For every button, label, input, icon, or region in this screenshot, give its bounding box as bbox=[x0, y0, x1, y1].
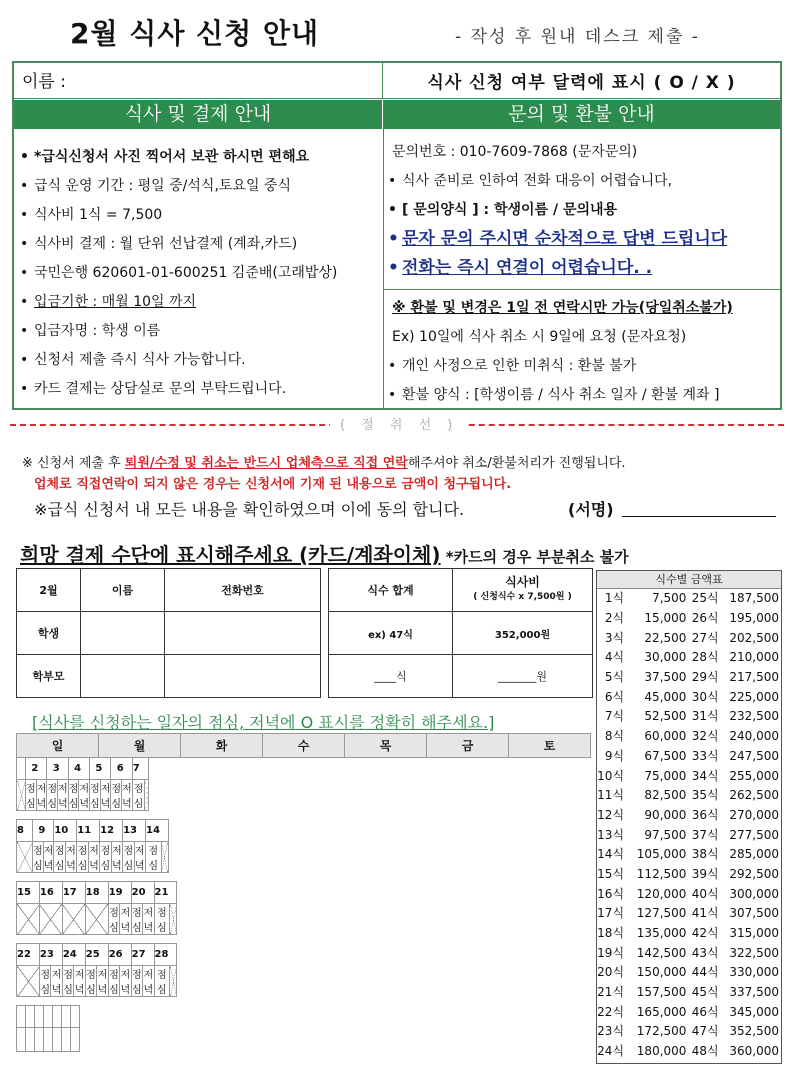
price-row bbox=[597, 806, 781, 826]
unavailable-cell bbox=[39, 904, 62, 935]
weekday-header: 금 bbox=[427, 734, 509, 758]
calendar-week bbox=[16, 881, 177, 935]
meal-cost-header bbox=[453, 569, 593, 612]
dinner-checkbox[interactable]: 저녁 bbox=[65, 842, 76, 873]
meal-count-field[interactable]: ____식 bbox=[329, 655, 453, 698]
unavailable-cell bbox=[170, 904, 177, 935]
unavailable-cell bbox=[85, 904, 108, 935]
meal-count: 35식 bbox=[691, 788, 719, 803]
calendar-date bbox=[71, 1006, 80, 1028]
lunch-checkbox[interactable]: 점심 bbox=[111, 780, 122, 811]
calendar-header bbox=[16, 733, 591, 758]
price-row bbox=[597, 924, 781, 944]
info-box bbox=[12, 61, 782, 410]
notice-line1 bbox=[22, 452, 626, 471]
unavailable-cell bbox=[17, 842, 33, 873]
list-item: • 입금기한 : 매월 10일 까지 bbox=[14, 288, 379, 317]
meal-count: 41식 bbox=[691, 906, 719, 921]
dinner-checkbox[interactable]: 저녁 bbox=[143, 966, 154, 997]
meal-count: 33식 bbox=[691, 748, 719, 763]
calendar-date: 6 bbox=[111, 758, 132, 780]
price-amount: 157,500 bbox=[636, 985, 687, 1000]
price-row bbox=[597, 983, 781, 1003]
row-label: 학부모 bbox=[17, 655, 81, 698]
calendar-week bbox=[16, 757, 149, 811]
meal-count: 20식 bbox=[597, 965, 625, 980]
meal-count: 36식 bbox=[691, 807, 719, 822]
meal-count: 22식 bbox=[597, 1004, 625, 1019]
lunch-checkbox[interactable]: 점심 bbox=[100, 842, 111, 873]
payment-title: 희망 결제 수단에 표시해주세요 (카드/계좌이체) bbox=[20, 543, 441, 567]
student-name-field[interactable] bbox=[81, 612, 165, 655]
calendar-date: 7 bbox=[132, 758, 148, 780]
calendar-date bbox=[26, 1006, 35, 1028]
calendar-date: 28 bbox=[154, 944, 177, 966]
list-item: • 식사비 결제 : 월 단위 선납결제 (계좌,카드) bbox=[14, 230, 379, 259]
lunch-checkbox[interactable]: 점심 bbox=[62, 966, 73, 997]
meal-amount-field[interactable]: _______원 bbox=[453, 655, 593, 698]
unavailable-cell bbox=[17, 780, 26, 811]
price-amount: 15,000 bbox=[644, 611, 687, 626]
meal-count: 5식 bbox=[604, 670, 625, 685]
price-row bbox=[597, 668, 781, 688]
payment-note: *카드의 경우 부분취소 불가 bbox=[440, 548, 629, 566]
price-amount: 300,000 bbox=[729, 886, 779, 901]
meal-count: 21식 bbox=[597, 985, 625, 1000]
meal-count: 31식 bbox=[691, 709, 719, 724]
calendar-date: 17 bbox=[62, 882, 85, 904]
lunch-checkbox[interactable]: 점심 bbox=[39, 966, 50, 997]
meal-count: 39식 bbox=[691, 866, 719, 881]
price-row bbox=[597, 904, 781, 924]
table-header: 2월 bbox=[17, 569, 81, 612]
lunch-checkbox[interactable]: 점심 bbox=[108, 966, 119, 997]
price-amount: 97,500 bbox=[644, 827, 687, 842]
dinner-checkbox[interactable]: 저녁 bbox=[97, 966, 108, 997]
empty-cell bbox=[44, 1028, 53, 1052]
meal-count: 24식 bbox=[597, 1044, 625, 1059]
list-item: • 식사 준비로 인하여 전화 대응이 어렵습니다, bbox=[382, 167, 727, 196]
unavailable-cell bbox=[17, 966, 40, 997]
meal-count: 23식 bbox=[597, 1024, 625, 1039]
meal-count: 15식 bbox=[597, 866, 625, 881]
payment-info-list bbox=[14, 143, 379, 404]
example-count: ex) 47식 bbox=[329, 612, 453, 655]
lunch-checkbox[interactable]: 점심 bbox=[146, 842, 162, 873]
meal-count: 17식 bbox=[597, 906, 625, 921]
weekday-header: 화 bbox=[181, 734, 263, 758]
calendar-date: 22 bbox=[17, 944, 40, 966]
calendar-date: 3 bbox=[47, 758, 68, 780]
price-amount: 187,500 bbox=[729, 591, 779, 606]
list-item: • *급식신청서 사진 찍어서 보관 하시면 편해요 bbox=[14, 143, 379, 172]
price-amount: 195,000 bbox=[729, 611, 779, 626]
payment-heading bbox=[20, 539, 629, 568]
price-amount: 255,000 bbox=[729, 768, 779, 783]
meal-total-table bbox=[328, 568, 593, 698]
price-amount: 112,500 bbox=[636, 866, 687, 881]
list-item: • 국민은행 620601-01-600251 김준배(고래밥상) bbox=[14, 259, 379, 288]
price-amount: 285,000 bbox=[729, 847, 779, 862]
dinner-checkbox[interactable]: 저녁 bbox=[100, 780, 111, 811]
lunch-checkbox[interactable]: 점심 bbox=[47, 780, 58, 811]
calendar-date: 16 bbox=[39, 882, 62, 904]
price-amount: 150,000 bbox=[636, 965, 687, 980]
notice-text: ※ 신청서 제출 후 bbox=[22, 456, 125, 471]
meal-count: 9식 bbox=[604, 748, 625, 763]
meal-count: 7식 bbox=[604, 709, 625, 724]
price-amount: 30,000 bbox=[644, 650, 687, 665]
price-rows bbox=[597, 589, 781, 1062]
meal-count: 14식 bbox=[597, 847, 625, 862]
dinner-checkbox[interactable]: 저녁 bbox=[58, 780, 69, 811]
list-item: • 문자 문의 주시면 순차적으로 답변 드립니다 bbox=[382, 225, 727, 254]
calendar-week bbox=[16, 819, 169, 873]
price-row bbox=[597, 707, 781, 727]
meal-count: 26식 bbox=[691, 611, 719, 626]
dinner-checkbox[interactable]: 저녁 bbox=[79, 780, 90, 811]
meal-count: 11식 bbox=[597, 788, 625, 803]
meal-count: 37식 bbox=[691, 827, 719, 842]
price-amount: 210,000 bbox=[729, 650, 779, 665]
price-table bbox=[596, 570, 782, 1064]
price-row bbox=[597, 963, 781, 983]
meal-count: 8식 bbox=[604, 729, 625, 744]
table-header: 전화번호 bbox=[165, 569, 321, 612]
price-amount: 315,000 bbox=[729, 926, 779, 941]
agreement-text: ※급식 신청서 내 모든 내용을 확인하였으며 이에 동의 합니다. bbox=[34, 500, 465, 519]
calendar-date: 18 bbox=[85, 882, 108, 904]
calendar-date: 23 bbox=[39, 944, 62, 966]
price-row bbox=[597, 648, 781, 668]
example-amount: 352,000원 bbox=[453, 612, 593, 655]
price-amount: 90,000 bbox=[644, 807, 687, 822]
meal-count: 18식 bbox=[597, 926, 625, 941]
list-item: • 신청서 제출 즉시 식사 가능합니다. bbox=[14, 346, 379, 375]
lunch-checkbox[interactable]: 점심 bbox=[54, 842, 65, 873]
unavailable-cell bbox=[161, 842, 168, 873]
signature-field[interactable] bbox=[622, 516, 776, 517]
price-amount: 337,500 bbox=[729, 985, 779, 1000]
right-panel-content bbox=[392, 138, 727, 283]
price-row bbox=[597, 589, 781, 609]
price-table-title: 식수별 금액표 bbox=[597, 571, 781, 589]
row-label: 학생 bbox=[17, 612, 81, 655]
calendar-date: 24 bbox=[62, 944, 85, 966]
parent-phone-field[interactable] bbox=[165, 655, 321, 698]
empty-cell bbox=[26, 1028, 35, 1052]
unavailable-cell bbox=[62, 904, 85, 935]
price-amount: 60,000 bbox=[644, 729, 687, 744]
meal-count: 12식 bbox=[597, 807, 625, 822]
meal-count: 34식 bbox=[691, 768, 719, 783]
page-title: 2월 식사 신청 안내 bbox=[70, 17, 320, 50]
calendar-date bbox=[53, 1006, 62, 1028]
list-item: • 환불 양식 : [학생이름 / 식사 취소 일자 / 환불 계좌 ] bbox=[382, 381, 733, 410]
dinner-checkbox[interactable]: 저녁 bbox=[120, 966, 131, 997]
lunch-checkbox[interactable]: 점심 bbox=[154, 904, 170, 935]
price-amount: 135,000 bbox=[636, 926, 687, 941]
refund-section bbox=[392, 294, 733, 410]
price-amount: 105,000 bbox=[636, 847, 687, 862]
meal-count: 25식 bbox=[691, 591, 719, 606]
meal-count: 48식 bbox=[691, 1044, 719, 1059]
calendar-date bbox=[17, 758, 26, 780]
meal-count: 16식 bbox=[597, 886, 625, 901]
calendar-date: 5 bbox=[90, 758, 111, 780]
price-amount: 75,000 bbox=[644, 768, 687, 783]
list-item: • 개인 사정으로 인한 미취식 : 환불 불가 bbox=[382, 352, 733, 381]
empty-cell bbox=[71, 1028, 80, 1052]
notice-emphasis: 퇴원/수정 및 취소는 반드시 업체측으로 직접 연락 bbox=[124, 456, 408, 471]
calendar-week bbox=[16, 1005, 80, 1052]
meal-count: 44식 bbox=[691, 965, 719, 980]
price-row bbox=[597, 1022, 781, 1042]
calendar-date bbox=[62, 1006, 71, 1028]
calendar-instruction: [식사를 신청하는 일자의 점심, 저녁에 O 표시를 정확히 해주세요.] bbox=[32, 713, 495, 732]
meal-count: 43식 bbox=[691, 945, 719, 960]
right-panel-heading: 문의 및 환불 안내 bbox=[383, 100, 780, 129]
calendar-date: 2 bbox=[26, 758, 47, 780]
meal-count: 13식 bbox=[597, 827, 625, 842]
list-item: • 식사비 1식 = 7,500 bbox=[14, 201, 379, 230]
empty-cell bbox=[62, 1028, 71, 1052]
price-amount: 262,500 bbox=[729, 788, 779, 803]
meal-count: 45식 bbox=[691, 985, 719, 1000]
table-header: 이름 bbox=[81, 569, 165, 612]
meal-count: 42식 bbox=[691, 926, 719, 941]
lunch-checkbox[interactable]: 점심 bbox=[32, 842, 43, 873]
dinner-checkbox[interactable]: 저녁 bbox=[120, 904, 131, 935]
meal-count: 38식 bbox=[691, 847, 719, 862]
refund-note: ※ 환불 및 변경은 1일 전 연락시만 가능(당일취소불가) bbox=[392, 300, 733, 316]
dinner-checkbox[interactable]: 저녁 bbox=[143, 904, 154, 935]
lunch-checkbox[interactable]: 점심 bbox=[26, 780, 37, 811]
meal-count: 46식 bbox=[691, 1004, 719, 1019]
price-row bbox=[597, 884, 781, 904]
price-amount: 330,000 bbox=[729, 965, 779, 980]
notice-line2: 업체로 직접연락이 되지 않은 경우는 신청서에 기재 된 내용으로 금액이 청구됩니다. bbox=[34, 477, 512, 492]
price-amount: 22,500 bbox=[644, 630, 687, 645]
price-amount: 67,500 bbox=[644, 748, 687, 763]
price-amount: 352,500 bbox=[729, 1024, 779, 1039]
meal-count: 32식 bbox=[691, 729, 719, 744]
dinner-checkbox[interactable]: 저녁 bbox=[43, 842, 54, 873]
lunch-checkbox[interactable]: 점심 bbox=[77, 842, 88, 873]
price-amount: 82,500 bbox=[644, 788, 687, 803]
empty-cell bbox=[17, 1028, 26, 1052]
person-table bbox=[16, 568, 321, 698]
meal-count: 2식 bbox=[604, 611, 625, 626]
list-item: • 입금자명 : 학생 이름 bbox=[14, 317, 379, 346]
price-amount: 217,500 bbox=[729, 670, 779, 685]
lunch-checkbox[interactable]: 점심 bbox=[132, 780, 145, 811]
lunch-checkbox[interactable]: 점심 bbox=[131, 966, 142, 997]
price-amount: 165,000 bbox=[636, 1004, 687, 1019]
lunch-checkbox[interactable]: 점심 bbox=[154, 966, 170, 997]
price-amount: 142,500 bbox=[636, 945, 687, 960]
list-item: • 전화는 즉시 연결이 어렵습니다. . bbox=[382, 254, 727, 283]
refund-example: Ex) 10일에 식사 취소 시 9일에 요청 (문자요청) bbox=[392, 329, 687, 345]
calendar-date: 27 bbox=[131, 944, 154, 966]
calendar-date: 4 bbox=[68, 758, 89, 780]
name-label[interactable]: 이름 : bbox=[14, 63, 383, 99]
calendar-date: 15 bbox=[17, 882, 40, 904]
price-amount: 307,500 bbox=[729, 906, 779, 921]
meal-count: 28식 bbox=[691, 650, 719, 665]
price-amount: 45,000 bbox=[644, 689, 687, 704]
student-phone-field[interactable] bbox=[165, 612, 321, 655]
price-amount: 180,000 bbox=[636, 1044, 687, 1059]
weekday-header: 토 bbox=[509, 734, 591, 758]
price-row bbox=[597, 609, 781, 629]
unavailable-cell bbox=[170, 966, 177, 997]
list-item: • 카드 결제는 상담실로 문의 부탁드립니다. bbox=[14, 375, 379, 404]
dinner-checkbox[interactable]: 저녁 bbox=[51, 966, 62, 997]
unavailable-cell bbox=[145, 780, 148, 811]
price-row bbox=[597, 845, 781, 865]
weekday-header: 수 bbox=[263, 734, 345, 758]
meal-count: 29식 bbox=[691, 670, 719, 685]
price-amount: 7,500 bbox=[652, 591, 687, 606]
meal-cost-title: 식사비 bbox=[505, 575, 540, 589]
price-row bbox=[597, 786, 781, 806]
weekday-header: 일 bbox=[17, 734, 99, 758]
price-amount: 127,500 bbox=[636, 906, 687, 921]
price-amount: 52,500 bbox=[644, 709, 687, 724]
meal-count: 3식 bbox=[604, 630, 625, 645]
price-amount: 232,500 bbox=[729, 709, 779, 724]
price-row bbox=[597, 628, 781, 648]
price-amount: 322,500 bbox=[729, 945, 779, 960]
lunch-checkbox[interactable]: 점심 bbox=[85, 966, 96, 997]
calendar-date: 10 bbox=[54, 820, 77, 842]
meal-count: 1식 bbox=[604, 591, 625, 606]
mark-instruction: 식사 신청 여부 달력에 표시 ( O / X ) bbox=[383, 63, 780, 99]
price-amount: 277,500 bbox=[729, 827, 779, 842]
meal-count: 10식 bbox=[597, 768, 625, 783]
meal-count-header: 식수 합계 bbox=[329, 569, 453, 612]
lunch-checkbox[interactable]: 점심 bbox=[131, 904, 142, 935]
dinner-checkbox[interactable]: 저녁 bbox=[88, 842, 99, 873]
meal-count: 40식 bbox=[691, 886, 719, 901]
calendar-date bbox=[17, 1006, 26, 1028]
page-subtitle: - 작성 후 원내 데스크 제출 - bbox=[455, 27, 700, 47]
price-amount: 37,500 bbox=[644, 670, 687, 685]
dinner-checkbox[interactable]: 저녁 bbox=[36, 780, 47, 811]
lunch-checkbox[interactable]: 점심 bbox=[90, 780, 101, 811]
parent-name-field[interactable] bbox=[81, 655, 165, 698]
price-amount: 172,500 bbox=[636, 1024, 687, 1039]
calendar-date: 12 bbox=[100, 820, 123, 842]
left-panel-heading: 식사 및 결제 안내 bbox=[14, 100, 383, 129]
calendar-date: 8 bbox=[17, 820, 33, 842]
dinner-checkbox[interactable]: 저녁 bbox=[134, 842, 145, 873]
price-amount: 225,000 bbox=[729, 689, 779, 704]
dinner-checkbox[interactable]: 저녁 bbox=[122, 780, 133, 811]
calendar-date: 14 bbox=[146, 820, 169, 842]
notice-text: 해주셔야 취소/환불처리가 진행됩니다. bbox=[407, 456, 626, 471]
price-amount: 247,500 bbox=[729, 748, 779, 763]
calendar-date: 11 bbox=[77, 820, 100, 842]
meal-count: 30식 bbox=[691, 689, 719, 704]
lunch-checkbox[interactable]: 점심 bbox=[108, 904, 119, 935]
meal-count: 19식 bbox=[597, 945, 625, 960]
unavailable-cell bbox=[17, 904, 40, 935]
price-amount: 120,000 bbox=[636, 886, 687, 901]
empty-cell bbox=[53, 1028, 62, 1052]
calendar-date: 25 bbox=[85, 944, 108, 966]
price-row bbox=[597, 865, 781, 885]
calendar-date bbox=[35, 1006, 44, 1028]
cut-label: ( 절 취 선 ) bbox=[330, 414, 468, 433]
price-amount: 240,000 bbox=[729, 729, 779, 744]
price-amount: 360,000 bbox=[729, 1044, 779, 1059]
dinner-checkbox[interactable]: 저녁 bbox=[74, 966, 85, 997]
dinner-checkbox[interactable]: 저녁 bbox=[111, 842, 122, 873]
calendar-date: 21 bbox=[154, 882, 177, 904]
price-row bbox=[597, 747, 781, 767]
meal-count: 4식 bbox=[604, 650, 625, 665]
price-row bbox=[597, 1002, 781, 1022]
list-item: • 급식 운영 기간 : 평일 중/석식,토요일 중식 bbox=[14, 172, 379, 201]
calendar-date: 26 bbox=[108, 944, 131, 966]
calendar-week bbox=[16, 943, 177, 997]
meal-count: 47식 bbox=[691, 1024, 719, 1039]
contact-number: 문의번호 : 010-7609-7868 (문자문의) bbox=[392, 144, 638, 160]
price-amount: 202,500 bbox=[729, 630, 779, 645]
calendar-date bbox=[44, 1006, 53, 1028]
calendar-date: 9 bbox=[32, 820, 53, 842]
price-row bbox=[597, 687, 781, 707]
price-amount: 292,500 bbox=[729, 866, 779, 881]
signature-label: (서명) bbox=[568, 500, 614, 519]
price-amount: 270,000 bbox=[729, 807, 779, 822]
lunch-checkbox[interactable]: 점심 bbox=[68, 780, 79, 811]
meal-count: 27식 bbox=[691, 630, 719, 645]
price-row bbox=[597, 1042, 781, 1062]
meal-cost-formula: ( 신청식수 x 7,500원 ) bbox=[473, 592, 572, 602]
price-row bbox=[597, 825, 781, 845]
price-row bbox=[597, 943, 781, 963]
price-row bbox=[597, 727, 781, 747]
calendar-date: 19 bbox=[108, 882, 131, 904]
weekday-header: 월 bbox=[99, 734, 181, 758]
meal-count: 6식 bbox=[604, 689, 625, 704]
calendar-date: 13 bbox=[123, 820, 146, 842]
weekday-header: 목 bbox=[345, 734, 427, 758]
calendar-date: 20 bbox=[131, 882, 154, 904]
lunch-checkbox[interactable]: 점심 bbox=[123, 842, 134, 873]
empty-cell bbox=[35, 1028, 44, 1052]
price-amount: 345,000 bbox=[729, 1004, 779, 1019]
price-row bbox=[597, 766, 781, 786]
list-item: • [ 문의양식 ] : 학생이름 / 문의내용 bbox=[382, 196, 727, 225]
